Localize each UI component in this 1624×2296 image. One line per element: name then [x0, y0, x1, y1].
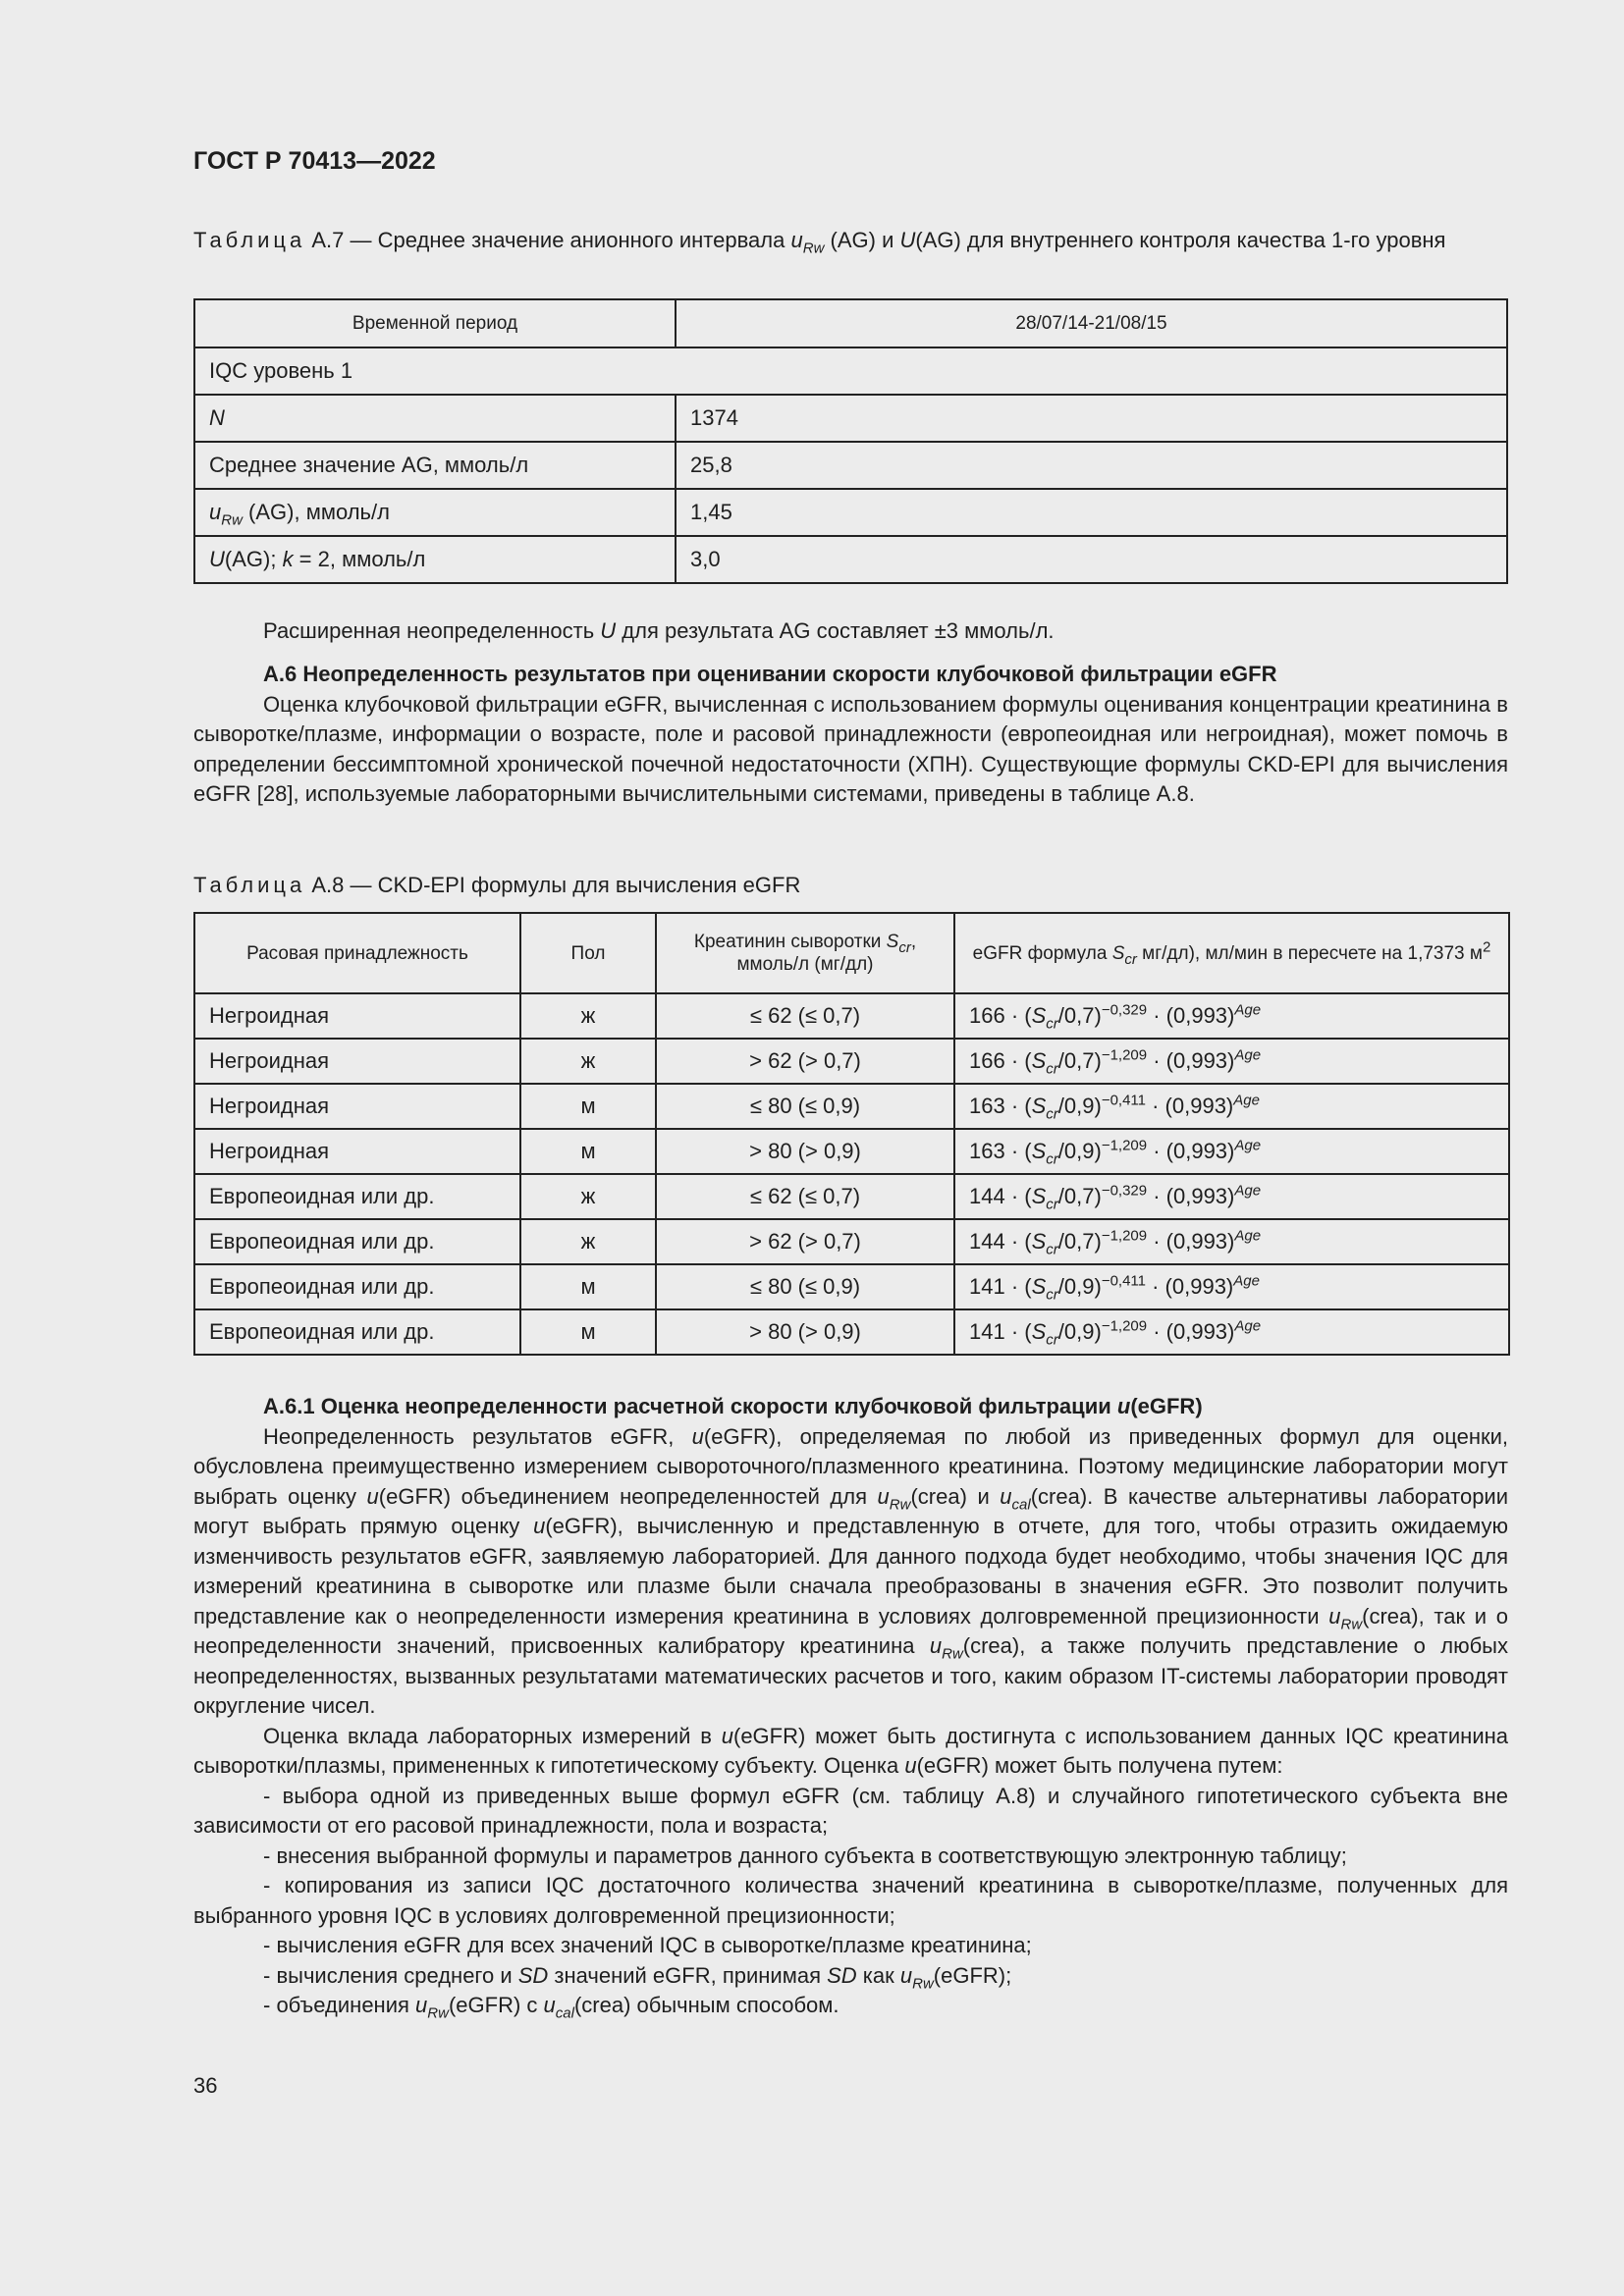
- table8-caption-text: А.8 — CKD-EPI формулы для вычисления eGFR: [305, 873, 801, 897]
- table-row: [194, 993, 1509, 1039]
- table8-cell-race: Европеоидная или др.: [194, 1264, 520, 1309]
- table8: [193, 912, 1510, 1356]
- table8-cell-sex: м: [520, 1084, 656, 1129]
- section-a6-paragraph: Оценка клубочковой фильтрации eGFR, вычисленная с использованием формулы оценивания концентрации креатинина в сыворотке/плазме, информации о возрасте, поле и расовой принадлежности (европеоидная или негроидная), может помочь в определении бессимптомной хронической почечной недостаточности (ХПН). Существующие формулы CKD-EPI для вычисления eGFR [28], используемые лабораторными вычислительными системами, приведены в таблице А.8.: [193, 691, 1508, 806]
- table8-cell-sex: м: [520, 1129, 656, 1174]
- table7-note: Расширенная неопределенность U для результата AG составляет ±3 ммоль/л.: [263, 618, 1055, 643]
- section-a61-heading: А.6.1 Оценка неопределенности расчетной скорости клубочковой фильтрации u(eGFR): [263, 1394, 1203, 1418]
- table8-cell-race: Европеоидная или др.: [194, 1309, 520, 1355]
- table7: [193, 298, 1508, 584]
- table8-cell-race: Негроидная: [194, 1039, 520, 1084]
- table8-caption: [193, 871, 1509, 899]
- table7-col1-header: Временной период: [194, 299, 676, 347]
- table8-cell-sex: м: [520, 1309, 656, 1355]
- table8-cell-formula: $163 \cdot (S_{cr}/0,9)^{-0,411} \cdot (0,993)^{Age}$: [954, 1084, 1509, 1129]
- table8-cell-formula: $163 \cdot (S_{cr}/0,9)^{-1,209} \cdot (0,993)^{Age}$: [954, 1129, 1509, 1174]
- table8-cell-creatinine: ≤ 80 (≤ 0,9): [656, 1264, 954, 1309]
- table7-row-label: $u_{Rw}$ (AG), ммоль/л: [194, 489, 676, 536]
- table8-cell-creatinine: ≤ 62 (≤ 0,7): [656, 1174, 954, 1219]
- table7-section-row: [194, 347, 1507, 395]
- table-row: [194, 1084, 1509, 1129]
- table-row: [194, 1219, 1509, 1264]
- list-item: - копирования из записи IQC достаточного количества значений креатинина в сыворотке/плазме, полученных для выбранного уровня IQC в условиях долговременной прецизионности;: [193, 1873, 1508, 1928]
- table-row: [194, 1309, 1509, 1355]
- table8-cell-formula: $141 \cdot (S_{cr}/0,9)^{-0,411} \cdot (0,993)^{Age}$: [954, 1264, 1509, 1309]
- table8-cell-sex: ж: [520, 1174, 656, 1219]
- table7-col2-header: 28/07/14-21/08/15: [676, 299, 1507, 347]
- table7-section-cell: IQC уровень 1: [194, 347, 1507, 395]
- table8-cell-formula: $166 \cdot (S_{cr}/0,7)^{-1,209} \cdot (0,993)^{Age}$: [954, 1039, 1509, 1084]
- table8-cell-sex: ж: [520, 993, 656, 1039]
- table8-cell-race: Негроидная: [194, 1129, 520, 1174]
- list-item: - внесения выбранной формулы и параметров данного субъекта в соответствующую электронную таблицу;: [263, 1842, 1347, 1868]
- table7-caption-text: А.7 — Среднее значение анионного интервала $u_{Rw}$ (AG) и U(AG) для внутреннего контроля качества 1-го уровня: [305, 228, 1446, 257]
- table7-row-value: 25,8: [676, 442, 1507, 489]
- table8-cell-formula: $144 \cdot (S_{cr}/0,7)^{-1,209} \cdot (0,993)^{Age}$: [954, 1219, 1509, 1264]
- table7-row-value: 1,45: [676, 489, 1507, 536]
- table7-caption-label: Таблица: [193, 228, 306, 252]
- list-item: - выбора одной из приведенных выше формул eGFR (см. таблицу А.8) и случайного гипотетического субъекта вне зависимости от его расовой принадлежности, пола и возраста;: [193, 1783, 1508, 1838]
- table7-row-value: 1374: [676, 395, 1507, 442]
- table-row: [194, 1039, 1509, 1084]
- table8-cell-creatinine: ≤ 80 (≤ 0,9): [656, 1084, 954, 1129]
- table-row: [194, 489, 1507, 536]
- section-a6-heading: А.6 Неопределенность результатов при оценивании скорости клубочковой фильтрации eGFR: [263, 662, 1277, 686]
- table8-header-sex: Пол: [520, 913, 656, 993]
- table8-cell-creatinine: ≤ 62 (≤ 0,7): [656, 993, 954, 1039]
- table7-row-label: U(AG); k = 2, ммоль/л: [194, 536, 676, 583]
- table8-cell-sex: ж: [520, 1219, 656, 1264]
- section-a6: [193, 660, 1508, 810]
- table8-cell-sex: м: [520, 1264, 656, 1309]
- section-a61-paragraph1: Неопределенность результатов eGFR, u(eGFR), определяемая по любой из приведенных формул для оценки, обусловлена преимущественно измерением сывороточного/плазменного креатинина. Поэтому медицинские лаборатории могут выбрать оценку u(eGFR) объединением неопределенностей для $u_{Rw}(crea)$ и $u_{cal}(crea)$. В качестве альтернативы лаборатории могут выбрать прямую оценку u(eGFR), вычисленную и представленную в отчете, для того, чтобы отразить ожидаемую изменчивость результатов eGFR, заявляемую лабораторией. Для данного подхода будет необходимо, чтобы значения IQC для измерений креатинина в сыворотке или плазме были сначала преобразованы в значения eGFR. Это позволит получить представление как о неопределенности измерения креатинина в условиях долговременной прецизионности $u_{Rw}(crea)$, так и о неопределенности значений, присвоенных калибратору креатинина $u_{Rw}(crea)$, а также получить представление о любых неопределенностях, вызванных результатами математических расчетов и того, каким образом IT-системы лаборатории проводят округление чисел.: [193, 1423, 1509, 1718]
- table-row: [194, 1264, 1509, 1309]
- table7-header-row: [194, 299, 1507, 347]
- document-header: ГОСТ Р 70413—2022: [193, 147, 436, 175]
- table7-row-label: Среднее значение AG, ммоль/л: [194, 442, 676, 489]
- page-number: 36: [193, 2073, 218, 2098]
- table7-row-value: 3,0: [676, 536, 1507, 583]
- table8-header-race: Расовая принадлежность: [194, 913, 520, 993]
- section-a61: [193, 1392, 1508, 2021]
- table8-cell-creatinine: > 80 (> 0,9): [656, 1129, 954, 1174]
- table-row: [194, 395, 1507, 442]
- table8-cell-formula: $166 \cdot (S_{cr}/0,7)^{-0,329} \cdot (0,993)^{Age}$: [954, 993, 1509, 1039]
- table7-caption: [193, 226, 1509, 257]
- table8-cell-creatinine: > 62 (> 0,7): [656, 1219, 954, 1264]
- table8-header-row: [194, 913, 1509, 993]
- table8-cell-race: Негроидная: [194, 1084, 520, 1129]
- table8-cell-race: Европеоидная или др.: [194, 1174, 520, 1219]
- table-row: [194, 1129, 1509, 1174]
- table-row: [194, 1174, 1509, 1219]
- list-item: - вычисления eGFR для всех значений IQC в сыворотке/плазме креатинина;: [263, 1933, 1032, 1957]
- table8-cell-race: Европеоидная или др.: [194, 1219, 520, 1264]
- table-row: [194, 536, 1507, 583]
- table-row: [194, 442, 1507, 489]
- table8-cell-race: Негроидная: [194, 993, 520, 1039]
- table8-header-creatinine: Креатинин сыворотки $S_{cr}$, ммоль/л (мг/дл): [656, 913, 954, 993]
- table8-body: [194, 993, 1509, 1355]
- table7-row-label: N: [194, 395, 676, 442]
- list-item: - объединения $u_{Rw}(eGFR)$ с $u_{cal}(crea)$ обычным способом.: [263, 1993, 839, 2022]
- section-a61-paragraph2: Оценка вклада лабораторных измерений в u(eGFR) может быть достигнута с использованием данных IQC креатинина сыворотки/плазмы, примененных к гипотетическому субъекту. Оценка u(eGFR) может быть получена путем:: [193, 1723, 1508, 1778]
- table8-cell-formula: $141 \cdot (S_{cr}/0,9)^{-1,209} \cdot (0,993)^{Age}$: [954, 1309, 1509, 1355]
- table8-header-formula: eGFR формула $S_{cr}$ мг/дл), мл/мин в пересчете на 1,7373 $м^2$: [954, 913, 1509, 993]
- table8-cell-creatinine: > 80 (> 0,9): [656, 1309, 954, 1355]
- table8-caption-label: Таблица: [193, 873, 306, 897]
- table8-cell-formula: $144 \cdot (S_{cr}/0,7)^{-0,329} \cdot (0,993)^{Age}$: [954, 1174, 1509, 1219]
- table8-cell-sex: ж: [520, 1039, 656, 1084]
- table8-cell-creatinine: > 62 (> 0,7): [656, 1039, 954, 1084]
- list-item: - вычисления среднего и SD значений eGFR, принимая SD как $u_{Rw}(eGFR)$;: [263, 1962, 1012, 1992]
